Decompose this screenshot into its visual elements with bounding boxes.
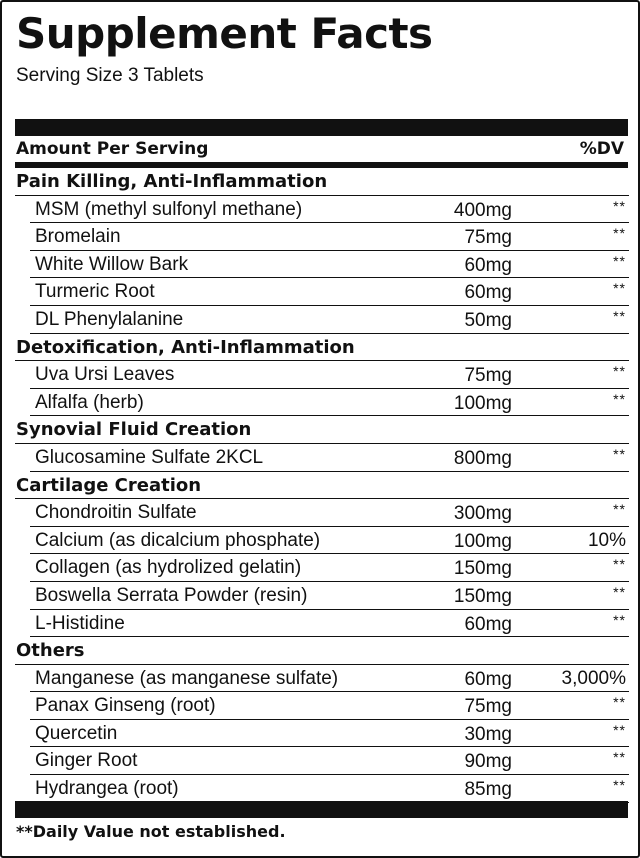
ingredient-row [2,499,640,527]
category-name: Synovial Fluid Creation [16,419,252,441]
ingredient-row [2,720,640,748]
ingredient-daily-value: ** [613,225,626,242]
ingredient-name: MSM (methyl sulfonyl methane) [35,198,303,220]
nutrient-table [2,168,640,803]
ingredient-name: White Willow Bark [35,253,189,275]
ingredient-amount: 150mg [453,585,512,607]
ingredient-row [2,389,640,417]
ingredient-row [2,361,640,389]
ingredient-row [2,775,640,803]
ingredient-amount: 100mg [453,392,512,414]
ingredient-name: Manganese (as manganese sulfate) [35,667,339,689]
ingredient-name: Uva Ursi Leaves [35,364,175,386]
ingredient-name: Collagen (as hydrolized gelatin) [35,557,302,579]
ingredient-daily-value: ** [613,197,626,214]
category-row [2,472,640,500]
ingredient-daily-value: ** [613,556,626,573]
ingredient-name: Bromelain [35,226,121,248]
footnote: **Daily Value not established. [16,822,286,841]
ingredient-row [2,196,640,224]
ingredient-amount: 300mg [453,503,512,525]
ingredient-name: Calcium (as dicalcium phosphate) [35,529,321,551]
ingredient-amount: 60mg [464,254,512,276]
ingredient-amount: 75mg [464,365,512,387]
ingredient-amount: 100mg [453,530,512,552]
category-row [2,416,640,444]
ingredient-amount: 150mg [453,558,512,580]
ingredient-row [2,251,640,279]
category-row [2,168,640,196]
ingredient-daily-value: ** [613,749,626,766]
ingredient-daily-value: ** [613,390,626,407]
ingredient-row [2,610,640,638]
ingredient-daily-value: ** [613,445,626,462]
ingredient-row [2,692,640,720]
ingredient-daily-value: ** [613,501,626,518]
ingredient-amount: 800mg [453,447,512,469]
ingredient-amount: 85mg [464,779,512,801]
ingredient-row [2,582,640,610]
ingredient-amount: 60mg [464,668,512,690]
category-name: Detoxification, Anti-Inflammation [16,336,355,358]
ingredient-daily-value: ** [613,307,626,324]
ingredient-amount: 90mg [464,751,512,773]
ingredient-name: DL Phenylalanine [35,308,184,330]
ingredient-daily-value: 10% [587,529,626,551]
ingredient-daily-value: ** [613,583,626,600]
ingredient-amount: 60mg [464,282,512,304]
ingredient-name: Quercetin [35,722,118,744]
ingredient-amount: 400mg [453,199,512,221]
category-row [2,334,640,362]
ingredient-amount: 30mg [464,723,512,745]
bottom-divider-bar [15,801,628,818]
ingredient-daily-value: ** [613,280,626,297]
ingredient-row [2,554,640,582]
ingredient-name: Panax Ginseng (root) [35,695,216,717]
ingredient-amount: 60mg [464,613,512,635]
serving-size: Serving Size 3 Tablets [16,65,204,86]
ingredient-name: Boswella Serrata Powder (resin) [35,584,308,606]
ingredient-daily-value: ** [613,694,626,711]
ingredient-row [2,527,640,555]
ingredient-name: Ginger Root [35,750,138,772]
ingredient-name: Alfalfa (herb) [35,391,144,413]
ingredient-name: Chondroitin Sulfate [35,502,197,524]
ingredient-row [2,665,640,693]
ingredient-name: Turmeric Root [35,281,155,303]
table-header [16,136,628,162]
ingredient-name: Glucosamine Sulfate 2KCL [35,446,264,468]
ingredient-daily-value: ** [613,363,626,380]
top-divider-bar [15,119,628,136]
ingredient-daily-value: 3,000% [561,667,626,689]
ingredient-amount: 50mg [464,309,512,331]
page-title: Supplement Facts [16,9,433,58]
ingredient-daily-value: ** [613,611,626,628]
ingredient-row [2,278,640,306]
category-name: Others [16,640,85,662]
category-name: Cartilage Creation [16,474,202,496]
ingredient-row [2,444,640,472]
ingredient-row [2,747,640,775]
ingredient-row [2,223,640,251]
amount-per-serving-header: Amount Per Serving [16,139,209,159]
ingredient-amount: 75mg [464,696,512,718]
ingredient-row [2,306,640,334]
ingredient-name: L-Histidine [35,612,125,634]
category-name: Pain Killing, Anti-Inflammation [16,171,328,192]
ingredient-daily-value: ** [613,252,626,269]
ingredient-daily-value: ** [613,721,626,738]
daily-value-header: %DV [579,139,624,159]
ingredient-amount: 75mg [464,227,512,249]
ingredient-daily-value: ** [613,777,626,794]
ingredient-name: Hydrangea (root) [35,778,179,800]
category-row [2,637,640,665]
